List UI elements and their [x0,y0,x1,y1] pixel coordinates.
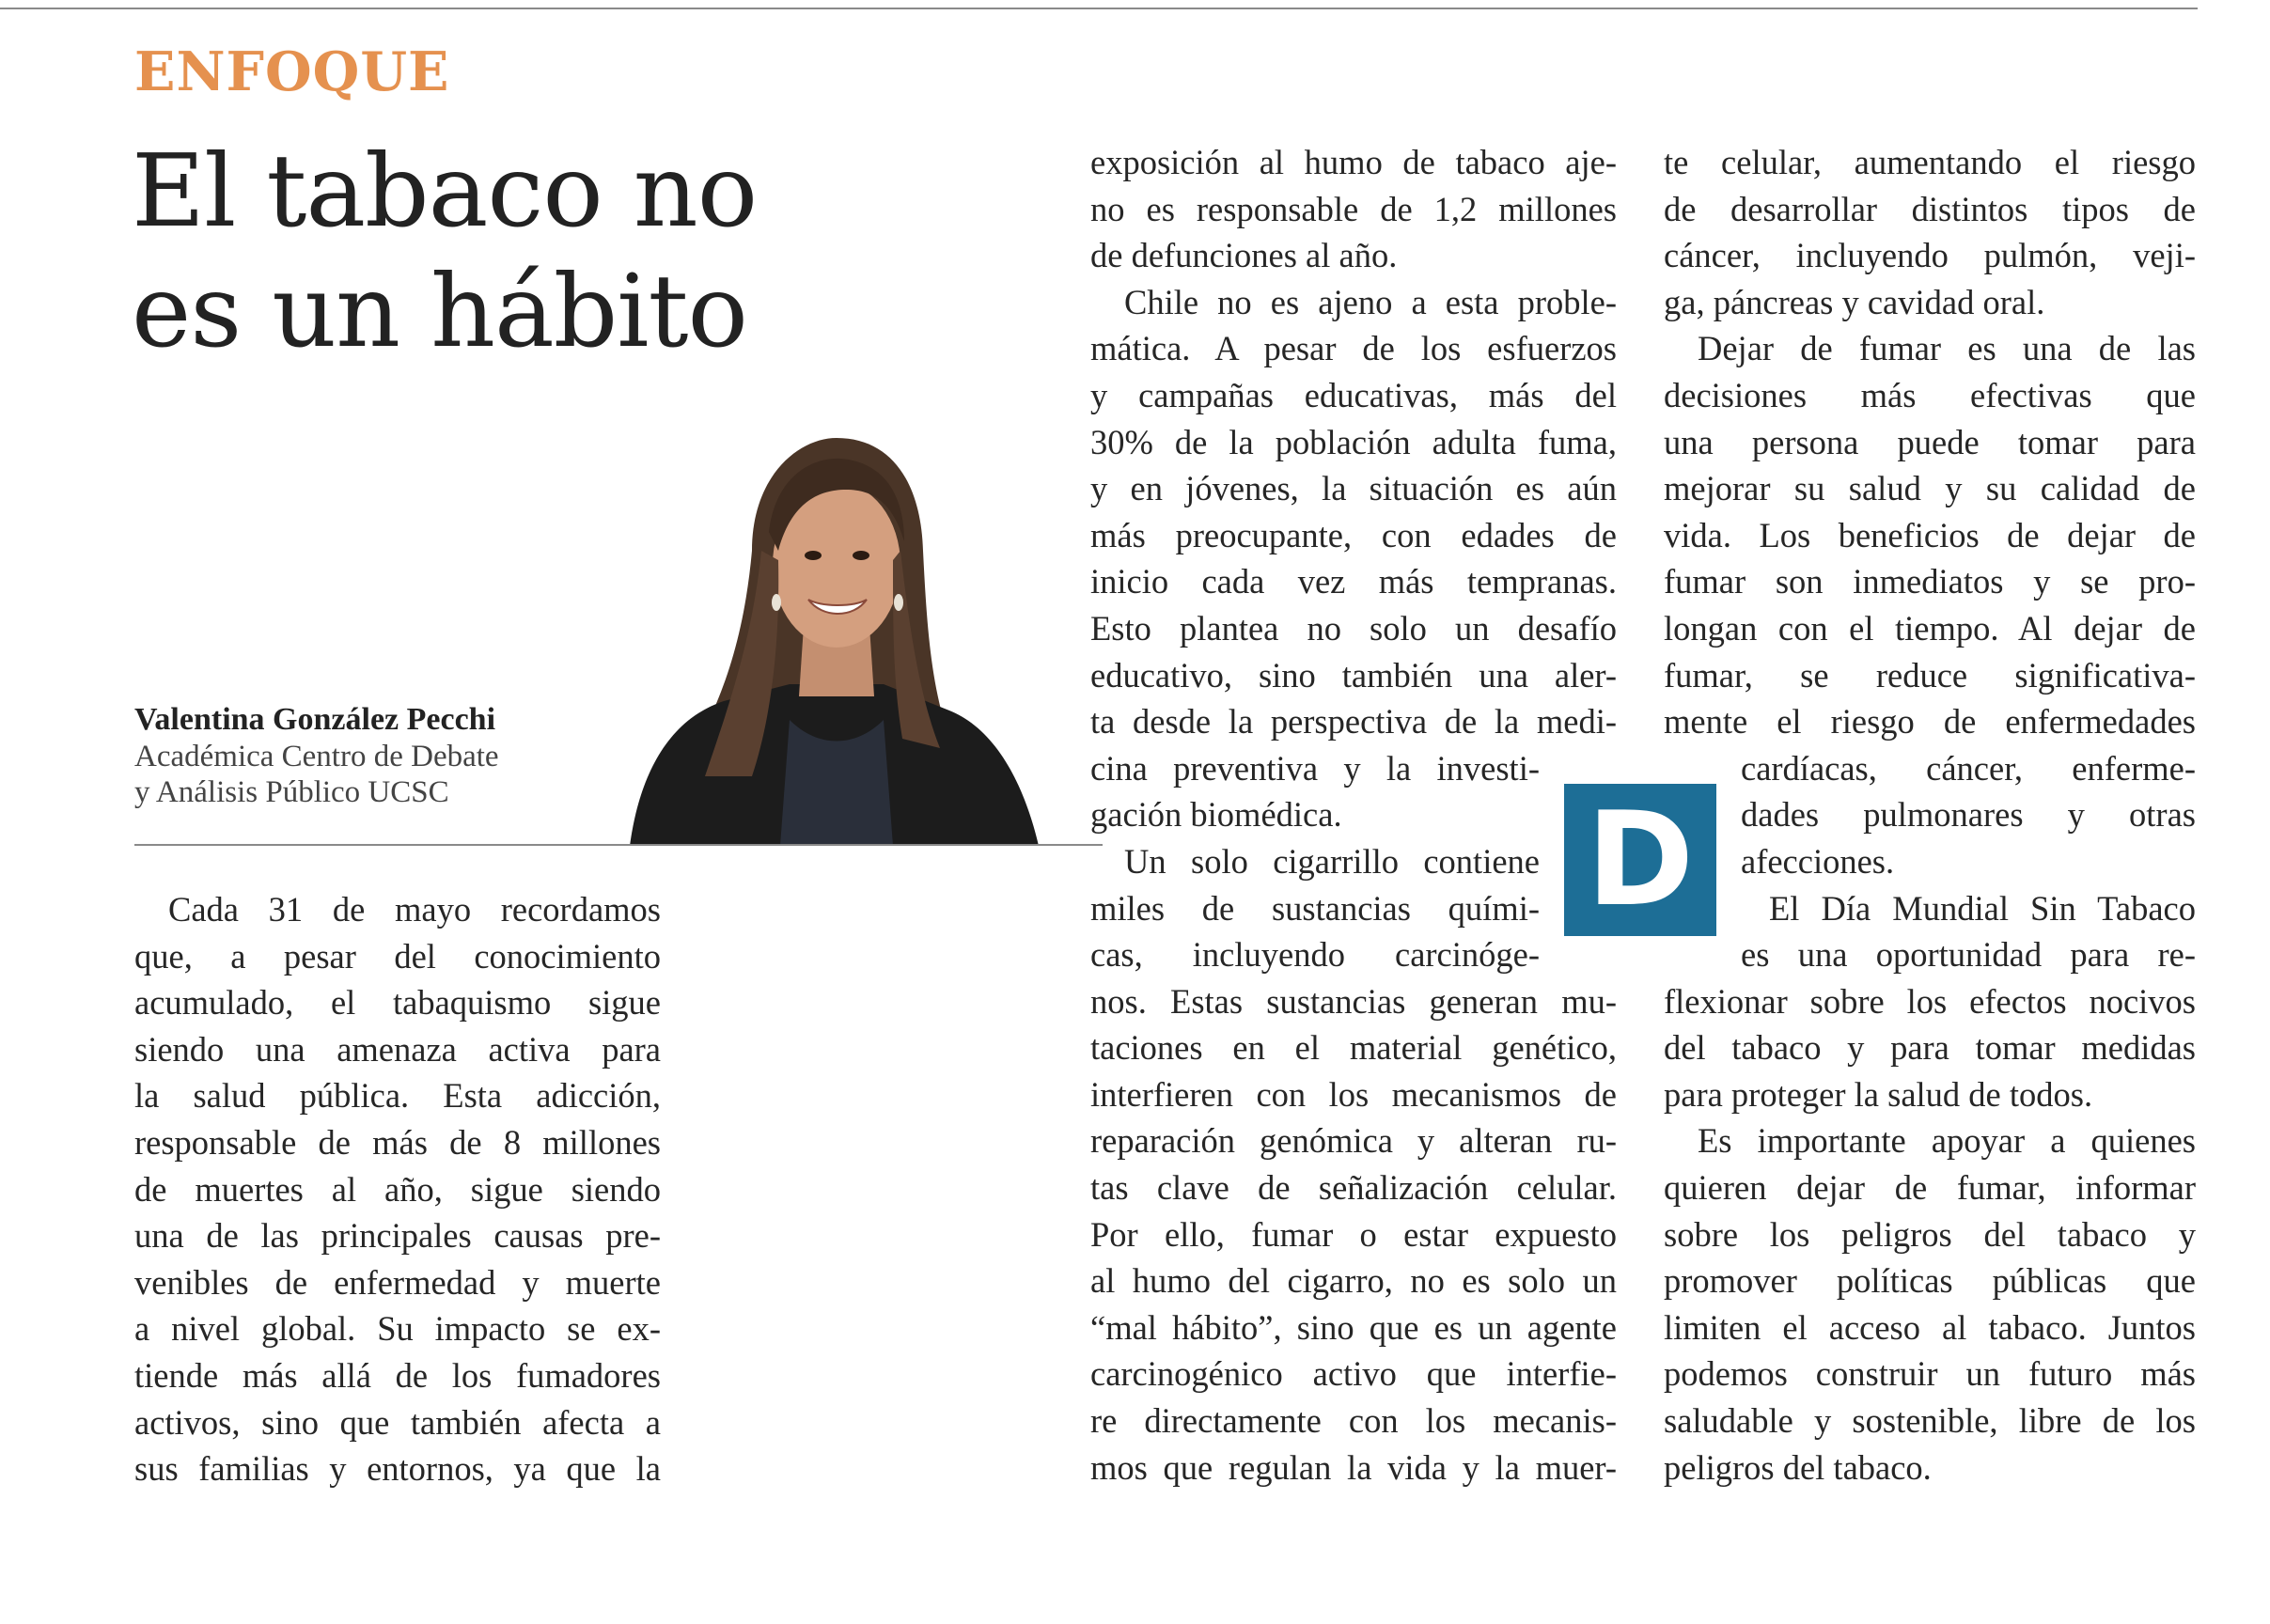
text-line: limiten el acceso al tabaco. Juntos [1664,1307,2196,1347]
text-line: Esto plantea no solo un desafío [1090,608,1617,648]
text-line: vida. Los beneficios de dejar de [1664,515,2196,554]
author-role-line: y Análisis Público UCSC [134,775,449,809]
text-line: dades pulmonares y otras [1741,795,2196,835]
text-line: Chile no es ajeno a esta proble- [1124,282,1617,321]
text-line: saludable y sostenible, libre de los [1664,1401,2196,1441]
text-line: del tabaco y para tomar medidas [1664,1028,2196,1068]
author-role [134,739,499,810]
section-label: ENFOQUE [134,40,450,103]
photo-rule [134,844,1103,846]
text-line: promover políticas públicas que [1664,1261,2196,1301]
text-line: tiende más allá de los fumadores [134,1355,661,1395]
author-byline [134,701,499,810]
text-line: miles de sustancias quími- [1090,888,1540,928]
text-line: nos. Estas sustancias generan mu- [1090,981,1617,1021]
text-line: cina preventiva y la investi- [1090,748,1540,788]
text-line: El Día Mundial Sin Tabaco [1769,888,2196,928]
text-line: decisiones más efectivas que [1664,375,2196,414]
author-photo [611,438,1043,846]
text-line: para proteger la salud de todos. [1664,1074,2093,1114]
text-line: siendo una amenaza activa para [134,1029,661,1069]
text-line: quieren dejar de fumar, informar [1664,1168,2196,1208]
text-line: te celular, aumentando el riesgo [1664,143,2196,181]
text-line: educativo, sino también una aler- [1090,655,1617,695]
text-line: acumulado, el tabaquismo sigue [134,983,661,1023]
text-line: una de las principales causas pre- [134,1216,661,1256]
text-line: inicio cada vez más tempranas. [1090,562,1617,601]
text-line: reparación genómica y alteran ru- [1090,1121,1617,1161]
text-line: podemos construir un futuro más [1664,1354,2196,1394]
text-line: de defunciones al año. [1090,236,1398,275]
headline-line: es un hábito [132,254,747,370]
author-role-line: Académica Centro de Debate [134,740,499,773]
text-line: cáncer, incluyendo pulmón, veji- [1664,236,2196,275]
text-line: a nivel global. Su impacto se ex- [134,1309,661,1349]
text-line: exposición al humo de tabaco aje- [1090,143,1617,181]
text-line: cas, incluyendo carcinóge- [1090,935,1540,975]
text-line: más preocupante, con edades de [1090,515,1617,554]
text-line: “mal hábito”, sino que es un agente [1090,1307,1617,1347]
text-line: 30% de la población adulta fuma, [1090,422,1617,461]
text-line: re directamente con los mecanis- [1090,1401,1617,1441]
text-line: peligros del tabaco. [1664,1447,1932,1487]
text-line: ga, páncreas y cavidad oral. [1664,282,2045,321]
text-line: cardíacas, cáncer, enferme- [1741,748,2196,788]
text-line: la salud pública. Esta adicción, [134,1076,661,1116]
text-line: mática. A pesar de los esfuerzos [1090,329,1617,368]
text-line: Cada 31 de mayo recordamos [168,890,661,929]
text-line: responsable de más de 8 millones [134,1122,661,1162]
top-rule [0,8,2198,9]
text-line: tas clave de señalización celular. [1090,1168,1617,1208]
text-line: fumar, se reduce significativa- [1664,655,2196,695]
text-line: Por ello, fumar o estar expuesto [1090,1214,1617,1254]
text-line: y en jóvenes, la situación es aún [1090,469,1617,508]
headline [132,132,790,372]
article-column-2 [1090,139,1617,1491]
text-line: y campañas educativas, más del [1090,375,1617,414]
text-line: interfieren con los mecanismos de [1090,1074,1617,1114]
text-line: Dejar de fumar es una de las [1698,329,2196,368]
text-line: venibles de enfermedad y muerte [134,1262,661,1302]
text-line: taciones en el material genético, [1090,1028,1617,1068]
text-line: sobre los peligros del tabaco y [1664,1214,2196,1254]
text-line: afecciones. [1741,841,1895,881]
text-line: mejorar su salud y su calidad de [1664,469,2196,508]
text-line: que, a pesar del conocimiento [134,936,661,976]
text-line: flexionar sobre los efectos nocivos [1664,981,2196,1021]
text-line: es una oportunidad para re- [1741,935,2196,975]
text-line: mente el riesgo de enfermedades [1664,702,2196,742]
headline-line: El tabaco no [132,133,758,250]
text-line: una persona puede tomar para [1664,422,2196,461]
text-line: gación biomédica. [1090,795,1342,835]
author-name: Valentina González Pecchi [134,702,496,737]
text-line: mos que regulan la vida y la muer- [1090,1447,1617,1487]
text-line: longan con el tiempo. Al dejar de [1664,608,2196,648]
drop-cap: D [1564,784,1716,936]
text-line: de muertes al año, sigue siendo [134,1169,661,1209]
text-line: al humo del cigarro, no es solo un [1090,1261,1617,1301]
text-line: ta desde la perspectiva de la medi- [1090,702,1617,742]
article-column-1 [134,886,661,1492]
text-line: carcinogénico activo que interfie- [1090,1354,1617,1394]
text-line: de desarrollar distintos tipos de [1664,189,2196,228]
text-line: Es importante apoyar a quienes [1698,1121,2196,1161]
text-line: sus familias y entornos, ya que la [134,1449,661,1489]
text-line: no es responsable de 1,2 millones [1090,189,1617,228]
text-line: Un solo cigarrillo contiene [1124,841,1540,881]
article-column-3 [1664,139,2196,1491]
text-line: activos, sino que también afecta a [134,1402,661,1442]
text-line: fumar son inmediatos y se pro- [1664,562,2196,601]
